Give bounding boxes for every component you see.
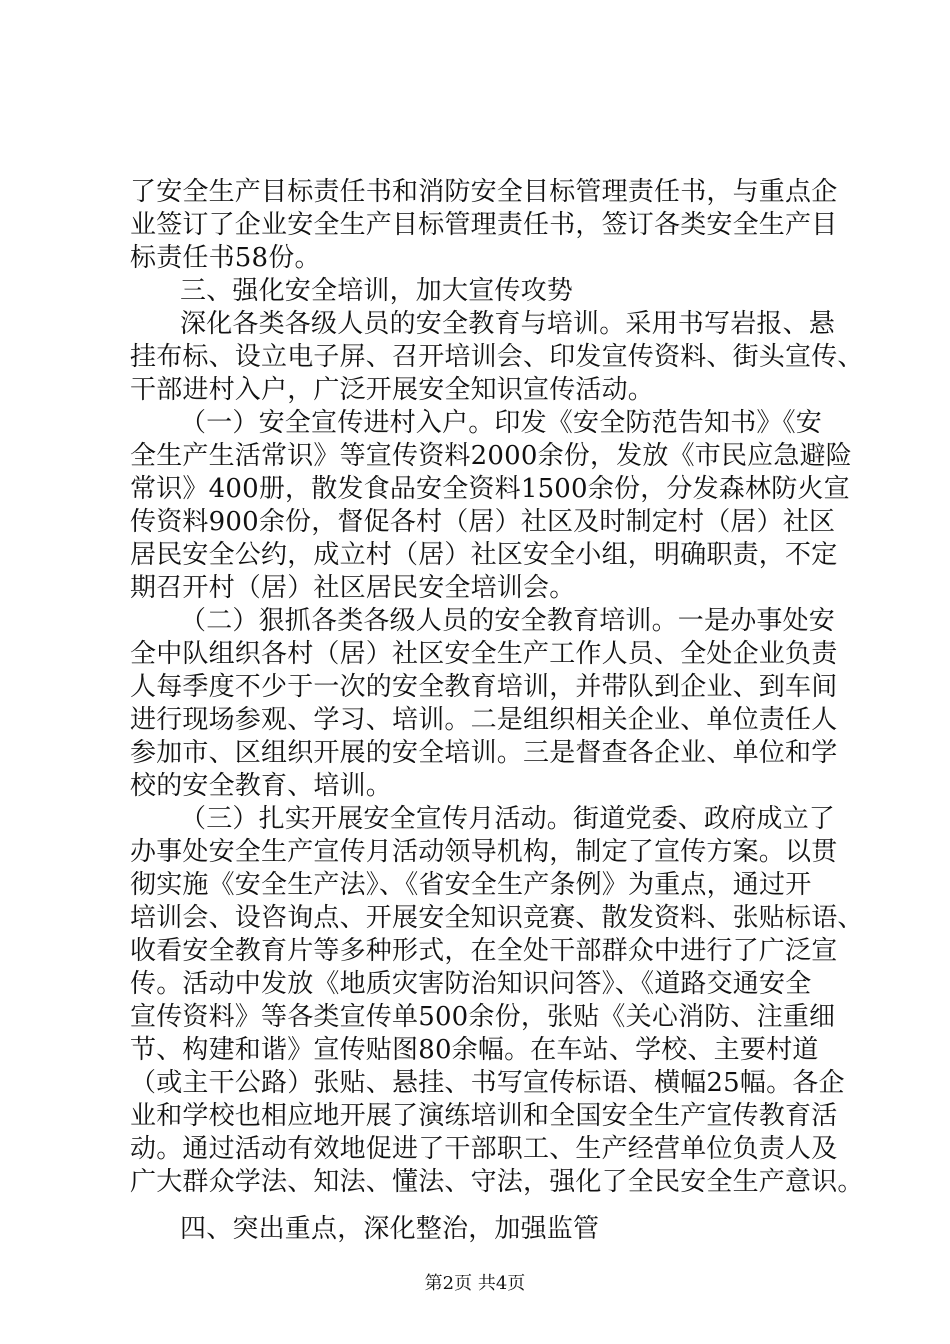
text-line: 全中队组织各村（居）社区安全生产工作人员、全处企业负责 (130, 639, 838, 669)
text-line: 动。通过活动有效地促进了干部职工、生产经营单位负责人及 (130, 1134, 838, 1164)
text-line: 参加市、区组织开展的安全培训。三是督查各企业、单位和学 (130, 738, 838, 768)
text-line: 深化各类各级人员的安全教育与培训。采用书写岩报、悬 (180, 309, 836, 339)
text-line: 宣传资料》等各类宣传单500余份，张贴《关心消防、注重细 (130, 1002, 836, 1032)
text-line: 彻实施《安全生产法》、《省安全生产条例》为重点，通过开 (130, 870, 812, 900)
text-line: 干部进村入户，广泛开展安全知识宣传活动。 (130, 375, 655, 405)
text-line: 传资料900余份，督促各村（居）社区及时制定村（居）社区 (130, 507, 836, 537)
text-line: 办事处安全生产宣传月活动领导机构，制定了宣传方案。以贯 (130, 837, 838, 867)
text-line: 收看安全教育片等多种形式，在全处干部群众中进行了广泛宣 (130, 936, 838, 966)
text-line: 常识》400册，散发食品安全资料1500余份，分发森林防火宣 (130, 474, 850, 504)
text-line: 广大群众学法、知法、懂法、守法，强化了全民安全生产意识。 (130, 1167, 864, 1197)
text-line: 挂布标、设立电子屏、召开培训会、印发宣传资料、街头宣传、 (130, 342, 864, 372)
text-line: 节、构建和谐》宣传贴图80余幅。在车站、学校、主要村道 (130, 1035, 819, 1065)
text-line: （三）扎实开展安全宣传月活动。街道党委、政府成立了 (180, 804, 836, 834)
text-line: 业签订了企业安全生产目标管理责任书，签订各类安全生产目 (130, 210, 838, 240)
page-number: 第2页 共4页 (424, 1273, 526, 1294)
section-heading: 三、强化安全培训，加大宣传攻势 (180, 276, 574, 306)
text-line: （二）狠抓各类各级人员的安全教育培训。一是办事处安 (180, 606, 836, 636)
text-line: （一）安全宣传进村入户。印发《安全防范告知书》《安 (180, 408, 823, 438)
text-line: 全生产生活常识》等宣传资料2000余份，发放《市民应急避险 (130, 441, 852, 471)
text-line: 进行现场参观、学习、培训。二是组织相关企业、单位责任人 (130, 705, 838, 735)
text-line: （或主干公路）张贴、悬挂、书写宣传标语、横幅25幅。各企 (130, 1068, 845, 1098)
text-line: 居民安全公约，成立村（居）社区安全小组，明确职责，不定 (130, 540, 838, 570)
text-line: 校的安全教育、培训。 (130, 771, 393, 801)
text-line: 了安全生产目标责任书和消防安全目标管理责任书，与重点企 (130, 177, 838, 207)
text-line: 标责任书58份。 (130, 243, 321, 273)
text-line: 人每季度不少于一次的安全教育培训，并带队到企业、到车间 (130, 672, 838, 702)
text-line: 传。活动中发放《地质灾害防治知识问答》、《道路交通安全 (130, 969, 812, 999)
section-heading: 四、突出重点，深化整治，加强监管 (180, 1214, 600, 1244)
text-line: 期召开村（居）社区居民安全培训会。 (130, 573, 576, 603)
text-line: 业和学校也相应地开展了演练培训和全国安全生产宣传教育活 (130, 1101, 838, 1131)
text-line: 培训会、设咨询点、开展安全知识竞赛、散发资料、张贴标语、 (130, 903, 864, 933)
